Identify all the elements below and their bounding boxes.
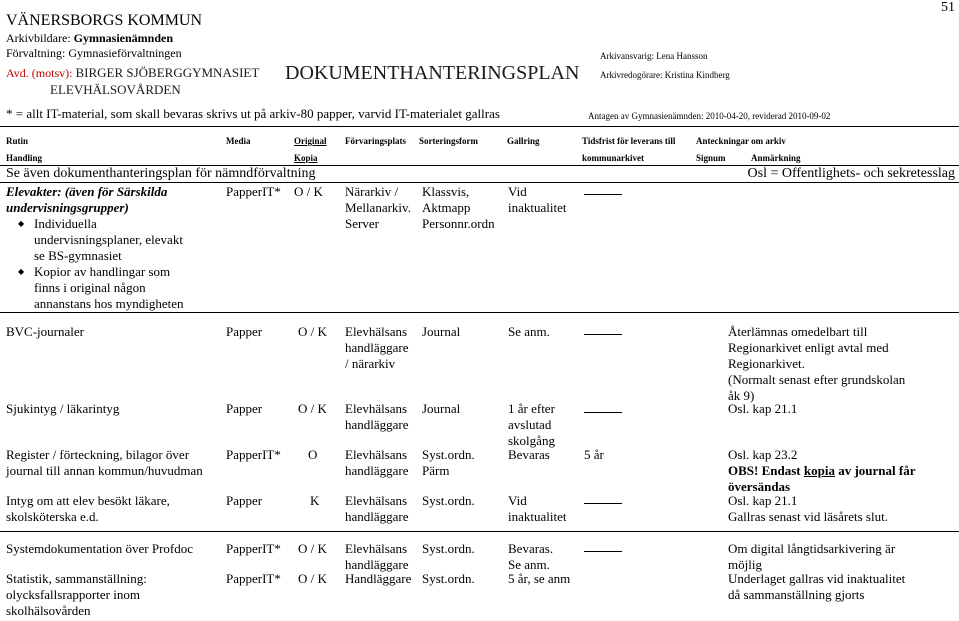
org-name: VÄNERSBORGS KOMMUN <box>6 12 203 29</box>
divider <box>0 531 959 532</box>
sorting-value: Journal <box>422 401 461 416</box>
list-item: ◆ Kopior av handlingar som finns i original någon annanstans hos myndigheten <box>6 264 183 312</box>
gallring-value: 5 år, se anm <box>508 571 571 586</box>
gallring-value: Vid inaktualitet <box>508 184 567 215</box>
remark-value: Osl. kap 21.1 <box>728 401 798 416</box>
table-row-handling: Register / förteckning, bilagor över journal till annan kommun/huvudman <box>6 447 203 478</box>
gallring-value: Bevaras. Se anm. <box>508 541 554 572</box>
col-storage: Förvaringsplats <box>345 136 407 146</box>
col-remark: Anmärkning <box>751 153 801 163</box>
sorting-value: Syst.ordn. Pärm <box>422 447 475 478</box>
archive-creator: Arkivbildare: Gymnasienämnden <box>6 31 174 45</box>
deadline-blank <box>584 194 622 195</box>
remark-value: Osl. kap 21.1 Gallras senast vid läsårets slut. <box>728 493 888 524</box>
original-value: O <box>308 447 318 462</box>
divider <box>0 182 959 183</box>
original-value: O / K <box>298 541 327 556</box>
col-gallring: Gallring <box>507 136 540 146</box>
col-rutin: Rutin <box>6 136 29 146</box>
table-row-handling: Sjukintyg / läkarintyg <box>6 401 120 416</box>
storage-value: Elevhälsans handläggare / närarkiv <box>345 324 409 371</box>
divider <box>0 312 959 313</box>
table-row-handling: Elevakter: (även för Särskilda undervisningsgrupper) <box>6 184 168 215</box>
remark-obs-line-2: översändas <box>728 479 791 494</box>
table-row-handling: BVC-journaler <box>6 324 84 339</box>
col-deadline: Tidsfrist för leverans till <box>582 136 676 146</box>
col-deadline-2: kommunarkivet <box>582 153 645 163</box>
sorting-value: Journal <box>422 324 461 339</box>
gallring-value: 1 år efter avslutad skolgång <box>508 401 555 448</box>
storage-value: Närarkiv / Mellanarkiv. Server <box>345 184 411 231</box>
sorting-value: Syst.ordn. <box>422 541 475 556</box>
col-original: Original <box>294 136 327 146</box>
original-value: O / K <box>298 401 327 416</box>
table-row-handling: Systemdokumentation över Profdoc <box>6 541 194 556</box>
gallring-value: Bevaras <box>508 447 550 462</box>
department-unit: ELEVHÄLSOVÅRDEN <box>50 82 181 97</box>
gallring-value: Se anm. <box>508 324 550 339</box>
archive-responsible: Arkivansvarig: Lena Hansson <box>600 51 708 61</box>
administration: Förvaltning: Gymnasieförvaltningen <box>6 46 182 60</box>
archive-editor: Arkivredogörare: Kristina Kindberg <box>600 70 730 80</box>
storage-value: Elevhälsans handläggare <box>345 541 409 572</box>
original-value: O / K <box>298 571 327 586</box>
storage-value: Elevhälsans handläggare <box>345 493 409 524</box>
media-value: PapperIT* <box>226 541 281 556</box>
original-value: O / K <box>294 184 323 199</box>
col-sorting: Sorteringsform <box>419 136 478 146</box>
media-value: PapperIT* <box>226 571 281 586</box>
deadline-blank <box>584 334 622 335</box>
remark-value: Om digital långtidsarkivering är möjlig <box>728 541 896 572</box>
deadline-value: 5 år <box>584 447 604 462</box>
remark-value: Återlämnas omedelbart till Regionarkivet enligt avtal med Regionarkivet. (Normalt senast efter grundskolan åk 9) <box>728 324 906 403</box>
document-title: DOKUMENTHANTERINGSPLAN <box>285 62 580 84</box>
list-item: ◆ Individuella undervisningsplaner, elevakt se BS-gymnasiet <box>6 216 183 264</box>
table-row-handling: Statistik, sammanställning: olycksfallsrapporter inom skolhälsovården <box>6 571 147 618</box>
storage-value: Elevhälsans handläggare <box>345 447 409 478</box>
department: Avd. (motsv): BIRGER SJÖBERGGYMNASIET <box>6 65 260 80</box>
storage-value: Elevhälsans handläggare <box>345 401 409 432</box>
sorting-value: Syst.ordn. <box>422 493 475 508</box>
media-value: PapperIT* <box>226 447 281 462</box>
media-value: Papper <box>226 401 263 416</box>
sorting-value: Syst.ordn. <box>422 571 475 586</box>
deadline-blank <box>584 551 622 552</box>
media-value: Papper <box>226 493 263 508</box>
media-value: PapperIT* <box>226 184 281 199</box>
sorting-value: Klassvis, Aktmapp Personnr.ordn <box>422 184 495 231</box>
remark-value: Osl. kap 23.2 <box>728 447 798 462</box>
adopted-date: Antagen av Gymnasienämnden: 2010-04-20, reviderad 2010-09-02 <box>588 111 831 121</box>
col-handling: Handling <box>6 153 43 163</box>
handling-bullets <box>6 216 183 312</box>
see-also: Se även dokumenthanteringsplan för nämndförvaltning <box>6 166 316 181</box>
deadline-blank <box>584 503 622 504</box>
col-signum: Signum <box>696 153 726 163</box>
media-value: Papper <box>226 324 263 339</box>
gallring-value: Vid inaktualitet <box>508 493 567 524</box>
remark-value: Underlaget gallras vid inaktualitet då sammanställning gjorts <box>728 571 906 602</box>
col-kopia: Kopia <box>294 153 318 163</box>
divider <box>0 126 959 127</box>
it-material-note: * = allt IT-material, som skall bevaras skrivs ut på arkiv-80 papper, varvid IT-materialet gallras <box>6 106 500 121</box>
col-notes: Anteckningar om arkiv <box>696 136 786 146</box>
table-row-handling: Intyg om att elev besökt läkare, skolsköterska e.d. <box>6 493 170 524</box>
original-value: K <box>310 493 320 508</box>
page-number: 51 <box>941 0 955 15</box>
osl-legend: Osl = Offentlighets- och sekretesslag <box>747 166 955 181</box>
deadline-blank <box>584 412 622 413</box>
original-value: O / K <box>298 324 327 339</box>
col-media: Media <box>226 136 251 146</box>
remark-obs: OBS! Endast kopia av journal får <box>728 463 916 478</box>
storage-value: Handläggare <box>345 571 412 586</box>
